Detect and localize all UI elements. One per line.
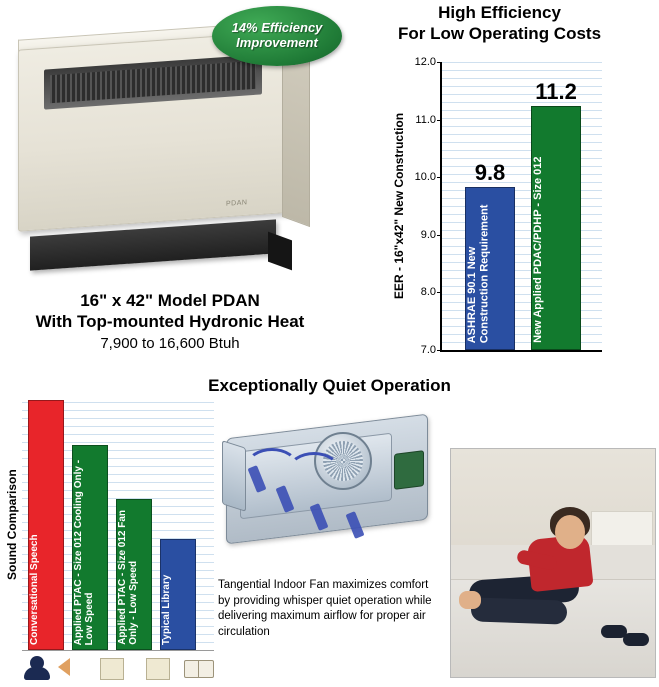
photo-person-foot: [459, 591, 481, 609]
person-body-icon: [24, 667, 50, 680]
eer-y-tick: 11.0: [415, 113, 436, 126]
eer-plot-area: [414, 56, 602, 356]
efficiency-badge: [212, 6, 342, 66]
eer-title-line2: For Low Operating Costs: [397, 24, 602, 44]
photo-person-legs-2: [471, 597, 568, 624]
eer-bar: [531, 79, 581, 350]
ptac-unit-icon-1: [100, 658, 124, 680]
product-caption-line2: With Top-mounted Hydronic Heat: [35, 312, 305, 332]
efficiency-badge-label: 14% Efficiency Improvement: [231, 20, 323, 50]
sound-bar: [116, 499, 152, 650]
eer-y-tick-mark: [437, 235, 442, 236]
tangential-fan-illustration: [218, 408, 440, 594]
unit-side-panel: [282, 47, 310, 227]
speaker-icon: [58, 658, 70, 676]
airflow-curve-icon: [288, 452, 340, 488]
sound-bar: [28, 400, 64, 650]
unit-logo-label: PDAN: [226, 199, 248, 208]
eer-chart-area: [392, 56, 602, 360]
sound-bar-category-label: Applied PTAC - Size 012 Fan Only - Low Speed: [117, 510, 140, 645]
book-icon: [184, 660, 214, 678]
eer-y-tick: 8.0: [420, 286, 436, 299]
sound-chart-panel: [4, 400, 216, 680]
sound-plot-area: [22, 402, 214, 651]
eer-title-line1: High Efficiency: [438, 3, 561, 22]
eer-bar: [465, 159, 515, 350]
quiet-section-title: Exceptionally Quiet Operation: [208, 376, 451, 395]
sound-bar-category-label: Conversational Speech: [29, 534, 40, 645]
eer-y-tick-mark: [437, 177, 442, 178]
sound-bar-category-label: Applied PTAC - Size 012 Cooling Only - Low Speed: [73, 459, 96, 645]
sound-icon-row: [22, 650, 214, 680]
sound-bar: [160, 539, 196, 650]
eer-bar-category-label: New Applied PDAC/PDHP - Size 012: [532, 156, 544, 343]
eer-y-tick-mark: [437, 350, 442, 351]
fan-motor: [394, 450, 424, 490]
eer-y-tick-mark: [437, 120, 442, 121]
eer-y-axis-label: EER - 16"x42" New Construction: [392, 112, 406, 300]
eer-chart-title: [340, 2, 659, 45]
product-caption-line1: 16" x 42" Model PDAN: [80, 291, 260, 310]
sound-bar-category-label: Typical Library: [161, 574, 172, 645]
product-caption: [0, 290, 340, 355]
product-caption-line3: 7,900 to 16,600 Btuh: [100, 334, 240, 352]
eer-bar-value-label: 9.8: [474, 159, 506, 185]
eer-bar-value-label: 11.2: [535, 79, 577, 105]
lifestyle-photo: [450, 448, 656, 678]
fan-caption: Tangential Indoor Fan maximizes comfort by providing whisper quiet operation while delivering maximum airflow for proper air circulation: [218, 579, 432, 638]
eer-y-tick-mark: [437, 62, 442, 63]
eer-chart-panel: [340, 0, 659, 372]
product-image-panel: [0, 0, 340, 360]
eer-y-tick: 7.0: [420, 344, 436, 356]
eer-y-tick: 9.0: [420, 228, 436, 241]
photo-shoe-2: [623, 633, 649, 646]
eer-y-tick-mark: [437, 292, 442, 293]
eer-bar-category-label: ASHRAE 90.1 New Construction Requirement: [466, 204, 491, 343]
ptac-unit-icon-2: [146, 658, 170, 680]
sound-bar: [72, 445, 108, 650]
sound-y-axis-label: Sound Comparison: [5, 469, 19, 581]
eer-y-tick: 12.0: [414, 56, 436, 68]
eer-y-tick: 10.0: [414, 171, 436, 184]
fan-end-cap: [222, 440, 246, 512]
photo-person-head: [555, 515, 585, 549]
unit-base-side: [268, 232, 292, 271]
